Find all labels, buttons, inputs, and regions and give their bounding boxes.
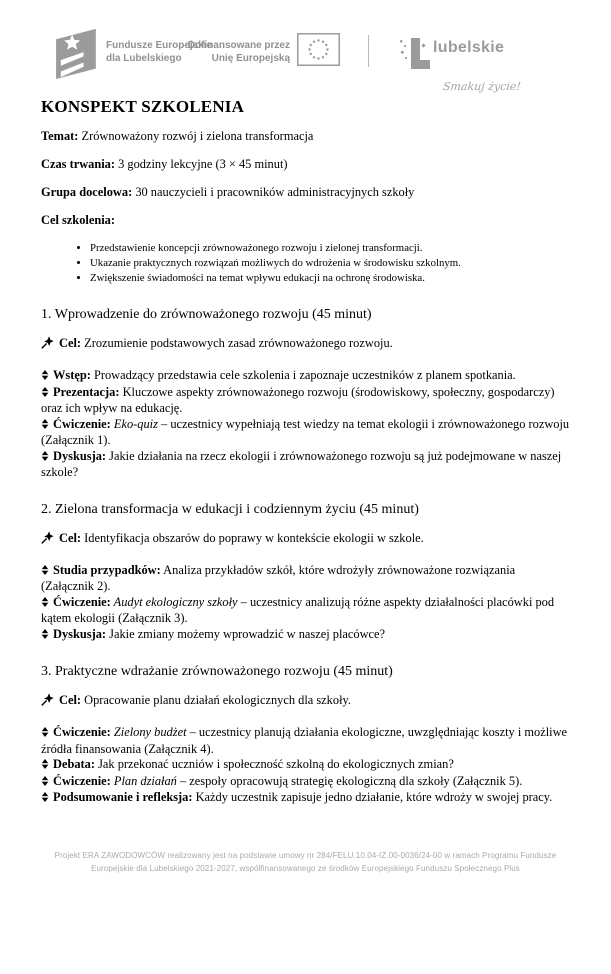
activity-label: Wstęp: xyxy=(53,368,91,382)
goal-item: • Przedstawienie koncepcji zrównoważonego rozwoju i zielonej transformacji. xyxy=(90,241,570,256)
lubelskie-tagline: Smakuj życie! xyxy=(442,80,522,93)
footer-line2: Europejskie dla Lubelskiego 2021-2027, współfinansowanego ze środków Europejskiego Funduszu Społecznego Plus xyxy=(91,863,520,873)
goal-text: Opracowanie planu działań ekologicznych dla szkoły. xyxy=(81,693,351,707)
pushpin-icon xyxy=(41,336,54,353)
activity-label: Prezentacja: xyxy=(53,384,120,399)
activity-title: Audyt ekologiczny szkoły xyxy=(110,594,238,609)
meta-topic xyxy=(41,129,570,144)
activity-item xyxy=(41,417,570,449)
goal-label: Cel: xyxy=(59,693,82,707)
goal-text: Identyfikacja obszarów do poprawy w kontekście ekologii w szkole. xyxy=(81,530,424,545)
activity-text: Kluczowe aspekty zrównoważonego rozwoju (środowiskowy, społeczny, gospodarczy) oraz ich wpływ na edukację. xyxy=(41,384,555,415)
diamond-icon xyxy=(41,596,49,612)
activity-label: Dyskusja: xyxy=(53,626,107,641)
activity-item xyxy=(41,790,570,807)
activity-label: Ćwiczenie: xyxy=(53,725,111,739)
goal-label: Cel: xyxy=(59,336,82,350)
activity-label: Ćwiczenie: xyxy=(53,416,111,431)
activity-item xyxy=(41,774,570,791)
funding-label-line1: Dofinansowane przez xyxy=(187,40,290,51)
fe-label-line2: dla Lubelskiego xyxy=(106,53,182,64)
meta-target-group xyxy=(41,185,570,200)
meta-training-goal-label: Cel szkolenia: xyxy=(41,213,115,227)
diamond-icon xyxy=(41,775,49,791)
section-3-activities xyxy=(41,725,570,807)
activity-item xyxy=(41,757,570,774)
activity-title: Zielony budżet xyxy=(110,725,187,739)
activity-text: Prowadzący przedstawia cele szkolenia i zapoznaje uczestników z planem spotkania. xyxy=(90,368,516,382)
training-goals-list xyxy=(41,241,570,286)
activity-label: Studia przypadków: xyxy=(53,562,161,577)
activity-title: Plan działań xyxy=(110,773,177,788)
activity-label: Dyskusja: xyxy=(53,448,107,463)
section-1-goal xyxy=(41,336,570,353)
eu-funding-header xyxy=(0,0,611,93)
section-2-activities xyxy=(41,563,570,644)
activity-text: – uczestnicy planują działania ekologiczne, uwzględniając koszty i możliwe źródła finansowania (Załącznik 4). xyxy=(41,725,568,756)
diamond-icon xyxy=(41,758,49,774)
diamond-icon xyxy=(41,418,49,434)
document-body xyxy=(0,97,611,875)
activity-text: – uczestnicy wypełniają test wiedzy na temat ekologii i zrównoważonego rozwoju (Załącznik 1). xyxy=(41,416,570,447)
activity-label: Ćwiczenie: xyxy=(53,773,111,788)
diamond-icon xyxy=(41,628,49,644)
meta-target-group-value: 30 nauczycieli i pracowników administracyjnych szkoły xyxy=(132,185,415,199)
activity-item xyxy=(41,563,570,595)
fundusze-europejskie-logo-icon xyxy=(52,27,98,85)
footer-line1: Projekt ERA ZAWODOWCÓW realizowany jest na podstawie umowy nr 284/FELU.10.04-IZ.00-0036/24-00 w ramach Programu Fundusze xyxy=(54,850,557,860)
section-1-activities xyxy=(41,368,570,481)
goal-item: • Ukazanie praktycznych rozwiązań możliwych do wdrożenia w środowisku szkolnym. xyxy=(90,256,570,271)
activity-text: Analiza przykładów szkół, które wdrożyły zrównoważone rozwiązania (Załącznik 2). xyxy=(41,562,516,593)
meta-duration xyxy=(41,157,570,172)
goal-item: • Zwiększenie świadomości na temat wpływu edukacji na ochronę środowiska. xyxy=(90,271,570,286)
diamond-icon xyxy=(41,450,49,466)
diamond-icon xyxy=(41,564,49,580)
meta-target-group-label: Grupa docelowa: xyxy=(41,185,133,199)
diamond-icon xyxy=(41,726,49,742)
section-2-goal xyxy=(41,531,570,548)
project-footer xyxy=(41,849,570,875)
eu-funding-label xyxy=(180,39,290,65)
activity-text: Jak przekonać uczniów i społeczność szkolną do ekologicznych zmian? xyxy=(94,757,454,771)
activity-item xyxy=(41,627,570,644)
funding-label-line2: Unię Europejską xyxy=(211,53,290,64)
meta-duration-value: 3 godziny lekcyjne (3 × 45 minut) xyxy=(115,157,288,171)
activity-item xyxy=(41,595,570,627)
meta-training-goal xyxy=(41,213,570,228)
page-title: KONSPEKT SZKOLENIA xyxy=(41,97,245,116)
section-2-heading: 2. Zielona transformacja w edukacji i codziennym życiu (45 minut) xyxy=(41,501,419,517)
meta-topic-value: Zrównoważony rozwój i zielona transformacja xyxy=(78,129,314,143)
meta-topic-label: Temat: xyxy=(41,129,79,143)
diamond-icon xyxy=(41,369,49,385)
activity-text: Jakie zmiany możemy wprowadzić w naszej placówce? xyxy=(106,626,386,641)
activity-item xyxy=(41,385,570,417)
lubelskie-wordmark: lubelskie xyxy=(433,39,505,56)
activity-text: Jakie działania na rzecz ekologii i zrównoważonego rozwoju są już podejmowane w naszej szkole? xyxy=(41,448,562,479)
activity-item xyxy=(41,368,570,385)
fe-label-line1: Fundusze Europejskie xyxy=(106,40,213,51)
section-3-heading: 3. Praktyczne wdrażanie zrównoważonego rozwoju (45 minut) xyxy=(41,664,393,679)
activity-label: Ćwiczenie: xyxy=(53,594,111,609)
activity-title: Eko-quiz xyxy=(110,416,158,431)
pushpin-icon xyxy=(41,693,54,710)
header-divider xyxy=(368,35,369,67)
pushpin-icon xyxy=(41,531,54,548)
activity-item xyxy=(41,725,570,757)
section-3-goal xyxy=(41,693,570,710)
activity-label: Podsumowanie i refleksja: xyxy=(53,790,193,804)
activity-item xyxy=(41,449,570,481)
activity-text: – zespoły opracowują strategię ekologiczną dla szkoły (Załącznik 5). xyxy=(176,773,523,788)
eu-flag-icon xyxy=(297,33,340,71)
activity-text: Każdy uczestnik zapisuje jedno działanie, które wdroży w swojej pracy. xyxy=(192,790,553,804)
activity-text: – uczestnicy analizują różne aspekty działalności placówki pod kątem ekologii (Załącznik 3). xyxy=(41,594,555,625)
activity-label: Debata: xyxy=(53,757,95,771)
goal-label: Cel: xyxy=(59,530,82,545)
diamond-icon xyxy=(41,791,49,807)
section-1-heading: 1. Wprowadzenie do zrównoważonego rozwoju (45 minut) xyxy=(41,307,372,322)
goal-text: Zrozumienie podstawowych zasad zrównoważonego rozwoju. xyxy=(81,336,393,350)
diamond-icon xyxy=(41,386,49,402)
meta-duration-label: Czas trwania: xyxy=(41,157,115,171)
lubelskie-l-icon xyxy=(399,32,433,79)
lubelskie-logo xyxy=(399,32,569,93)
